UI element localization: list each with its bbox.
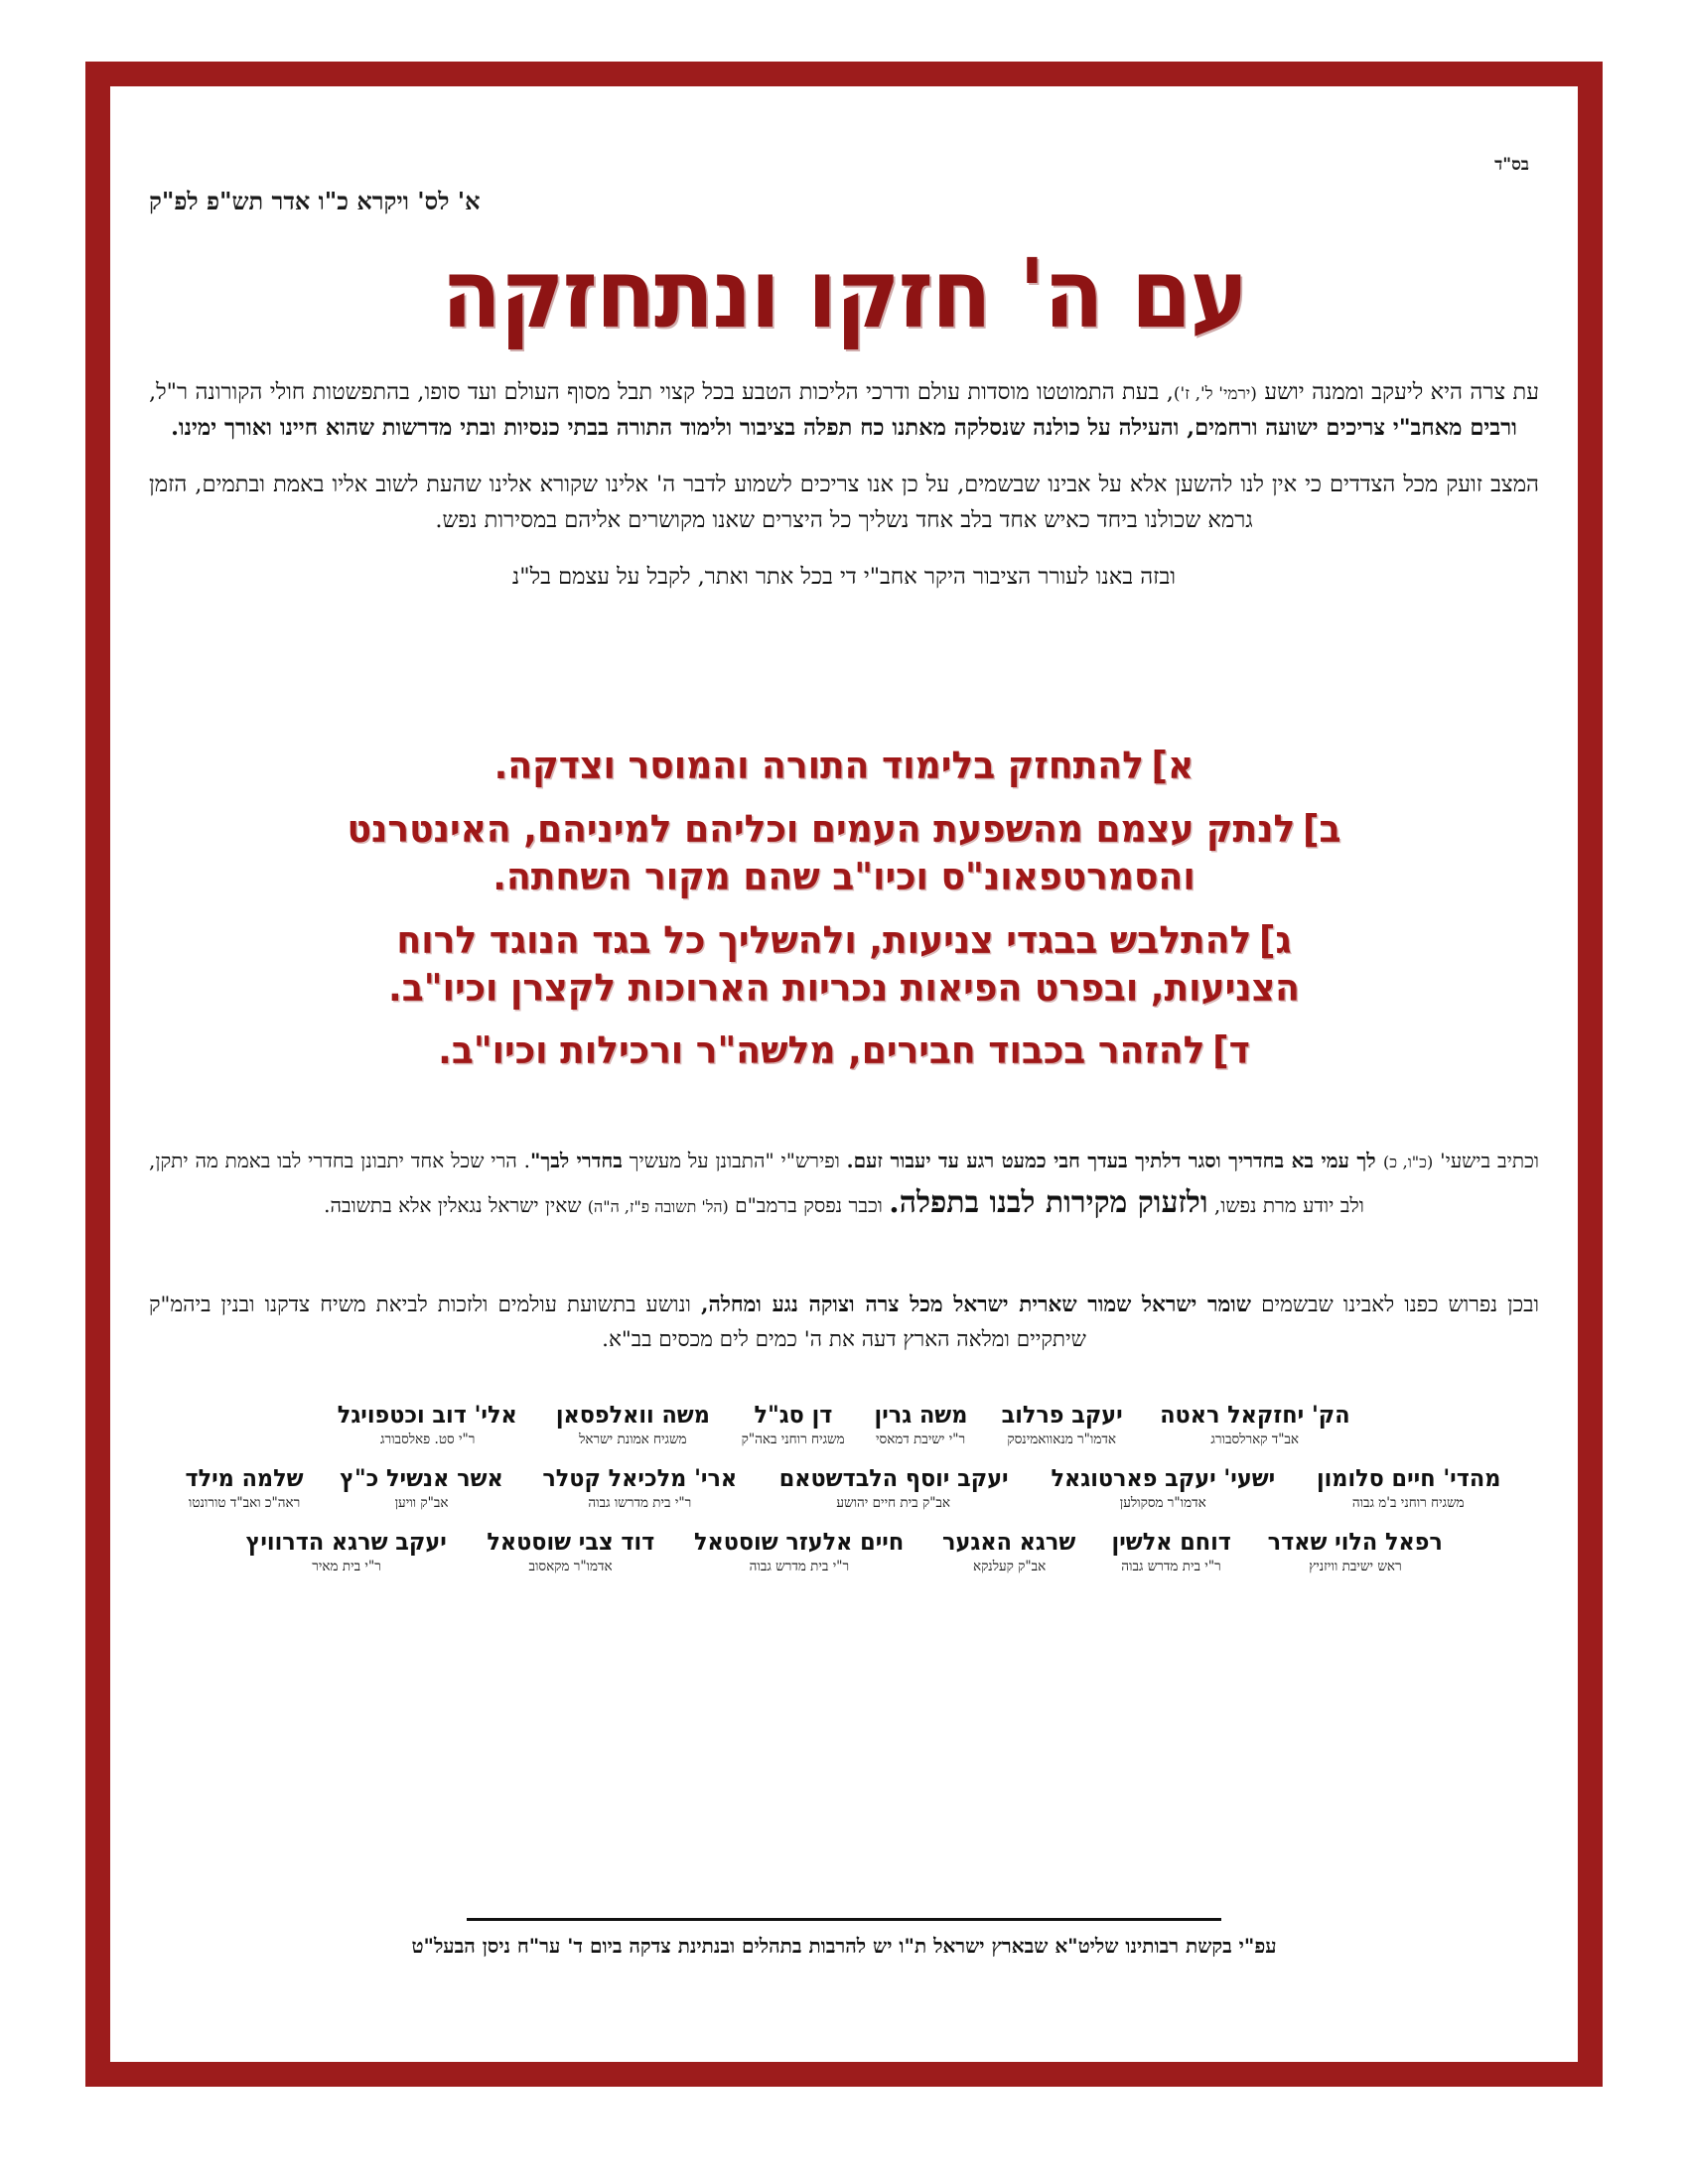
signatory [535,1465,745,1511]
signatory-name: משה גרין [874,1401,967,1429]
signatory-name: אשר אנשיל כ"ץ [340,1464,503,1493]
closing-bold-part: שומר ישראל שמור שארית ישראל מכל צרה וצוקה נגע ומחלה, [700,1293,1252,1317]
signatory-title: ר"י בית מדרש גבוה [1121,1559,1221,1574]
signatory-name: ישעי' יעקב פארטוגאל [1051,1464,1276,1493]
signatory-title: ר"י סט. פאלסבורג [380,1431,476,1447]
list-text-line: להתלבש בבגדי צניעות, ולהשליך כל בגד הנוגד לרוח [396,917,1252,962]
list-marker: א] [1151,744,1195,787]
signatory-title: אדמו"ר מסקולען [1119,1494,1206,1511]
signatory [771,1465,1017,1511]
signatory-title: אב"ק קעלנקא [972,1559,1047,1574]
signatory-name: דן סג"ל [754,1401,833,1429]
pasuk-middle: . הרי שכל אחד יתבונן בחדרי לבו באמת מה יתקן, ולב יודע מרת נפשו, [149,1149,1364,1218]
signatory-title: אב"ד קארלסבורג [1210,1431,1300,1447]
list-text-line: והסמרטפאונ"ס וכיו"ב שהם מקור השחתה. [492,854,1196,898]
signatory [1261,1529,1449,1574]
pasuk-paragraph [149,1144,1539,1229]
signatory-name: ארי' מלכיאל קטלר [542,1464,738,1493]
p1-part-b: , בעת התמוטטו מוסדות עולם ודרכי הליכות הטבע בכל קצוי תבל מסוף העולם ועד סופו, בהתפשטות חולי הקורונה ר"ל, [149,379,1174,405]
signatory [937,1529,1080,1574]
signatory [997,1402,1127,1447]
signatory-title: משגיח רוחני ב'מ גבוה [1351,1494,1465,1511]
signatory-title: אב"ק בית חיים יהושע [836,1494,951,1511]
signatory [1107,1529,1235,1574]
pasuk-emphasis: ולזעוק מקירות לבנו בתפלה. [889,1185,1208,1221]
list-item [184,917,1504,1013]
signature-row [149,1529,1539,1574]
paragraph-1 [149,375,1539,446]
signatory-name: מהדי' חיים סלומון [1316,1464,1500,1493]
closing-part-b: ונושע בתשועת עולמים ולזכות לביאת משיח צדקנו ובנין ביהמ"ק שיתקיים ומלאה הארץ דעה את ה' כמים לים מכסים בב"א. [149,1293,1086,1352]
pasuk-intro: וכתיב בישעי' [1433,1149,1539,1172]
signatory-title: אדמו"ר מקאסוב [528,1559,613,1574]
pasuk-paragraph-block [149,1144,1539,1229]
list-marker: ד] [1212,1028,1250,1073]
signatory-name: שלמה מילד [185,1464,304,1493]
body-paragraphs [149,375,1539,617]
rambam-source: (הל' תשובה פ"ז, ה"ה) [587,1197,729,1217]
signatory-name: יעקב יוסף הלבדשטאם [778,1464,1009,1493]
signatory-name: אלי' דוב וכטפויגל [338,1401,518,1429]
list-text-line: לנתק עצמם מהשפעת העמים וכליהם למיניהם, האינטרנט [347,806,1296,851]
signatory-name: יעקב שרגא הדרוויץ [245,1528,448,1557]
pasuk-quote: לך עמי בא בחדריך וסגר דלתיך בעדך חבי כמעט רגע עד יעבור זעם. [846,1149,1383,1172]
signatory [1310,1465,1507,1511]
closing-paragraph-block [149,1289,1539,1358]
signatory-title: ר"י ישיבת דמאסי [875,1431,966,1447]
signatory [181,1465,308,1511]
signatory [1153,1402,1357,1447]
signatory-title: ראה"כ ואב"ד טורונטו [188,1494,301,1511]
rashi-bold-phrase: בחדרי לבך" [529,1149,623,1172]
signatory-title: ר"י בית מאיר [312,1559,381,1574]
list-marker: ב] [1302,806,1341,851]
p1-bold-part: ורבים מאחב"י צריכים ישועה ורחמים, והעילה על כולנה שנסלקה מאתנו כח תפלה בציבור ולימוד התורה בבתי כנסיות ובתי מדרשות שהוא חיינו ואורך ימינו. [171,414,1517,441]
signatory [238,1529,454,1574]
signatory [550,1402,716,1447]
signatory-title: אב"ק וויען [394,1494,449,1511]
signatory [1043,1465,1284,1511]
dateline: א' לס' ויקרא כ"ו אדר תש"פ לפ"ק [149,187,481,215]
closing-part-a: ובכן נפרוש כפנו לאבינו שבשמים [1251,1293,1539,1317]
signatory-title: משגיח אמונת ישראל [579,1431,687,1447]
footer-note: עפ"י בקשת רבותינו שליט"א שבארץ ישראל ת"ו יש להרבות בתהלים ובנתינת צדקה ביום ד' ער"ח ניסן הבעל"ט [411,1934,1277,1958]
rashi-intro: ופירש"י "התבונן על מעשיך [622,1149,847,1172]
signatory-title: ר"י בית מדרשו גבוה [588,1494,692,1511]
list-item [184,806,1504,901]
signatory-name: שרגא האגער [942,1528,1076,1557]
bsd-marking: בס"ד [1494,155,1529,175]
list-item [184,1027,1504,1075]
signature-row [149,1402,1539,1447]
list-marker: ג] [1258,917,1292,962]
pasuk-source: (כ"ו, כ) [1383,1153,1434,1171]
signatory-name: דוחם אלשין [1111,1528,1231,1557]
poster-content [149,139,1539,2025]
signatory [481,1529,661,1574]
paragraph-2: המצב זועק מכל הצדדים כי אין לנו להשען אלא על אבינו שבשמים, על כן אנו צריכים לשמוע לדבר ה' אלינו שקורא אלינו שהעת לשוב אליו באמת ובתמים, הזמן גרמא שכולנו ביחד כאיש אחד בלב אחד נשליך כל היצרים שאנו מקושרים אליהם במסירות נפש. [149,472,1539,533]
signatory [331,1402,524,1447]
signatory [871,1402,971,1447]
signatory-name: דוד צבי שוסטאל [487,1528,654,1557]
list-text-line: הצניעות, ובפרט הפיאות נכריות הארוכות לקצרן וכיו"ב. [388,965,1300,1010]
signatory-title: ראש ישיבת וויזניץ [1309,1559,1402,1574]
paragraph-3: ובזה באנו לעורר הציבור היקר אחב"י די בכל אתר ואתר, לקבל על עצמם בל"נ [511,564,1177,591]
signatory-title: אדמו"ר מנאוואמינסק [1007,1431,1116,1447]
pasuk-tail-end: שאין ישראל נגאלין אלא בתשובה. [324,1193,588,1218]
pasuk-tail: וכבר נפסק ברמב"ם [728,1193,890,1218]
list-text-line: להתחזק בלימוד התורה והמוסר וצדקה. [493,744,1144,787]
signatory-name: הק' יחזקאל ראטה [1160,1401,1350,1429]
list-text-line: להזהר בכבוד חבירים, מלשה"ר ורכילות וכיו"ב. [438,1028,1205,1073]
signatory-title: משגיח רוחני באה"ק [741,1431,845,1447]
signatory [334,1465,509,1511]
signature-row [149,1465,1539,1511]
footer-divider [467,1918,1221,1921]
red-directives-list [149,743,1539,1091]
signatory-name: חיים אלעזר שוסטאל [694,1528,905,1557]
signatory-name: רפאל הלוי שאדר [1267,1528,1444,1557]
signatory [686,1529,912,1574]
signatures-section [149,1402,1539,1592]
list-item [184,743,1504,790]
signatory-name: משה וואלפסאן [555,1401,710,1429]
signatory [742,1402,845,1447]
signatory-name: יעקב פרלוב [1001,1401,1123,1429]
signatory-title: ר"י בית מדרש גבוה [749,1559,850,1574]
page-title: עם ה' חזקו ונתחזקה [441,238,1247,349]
p1-part-a: עת צרה היא ליעקב וממנה יושע [1256,379,1540,405]
closing-paragraph [149,1289,1539,1358]
p1-source: (ירמי' ל', ז') [1173,384,1257,404]
